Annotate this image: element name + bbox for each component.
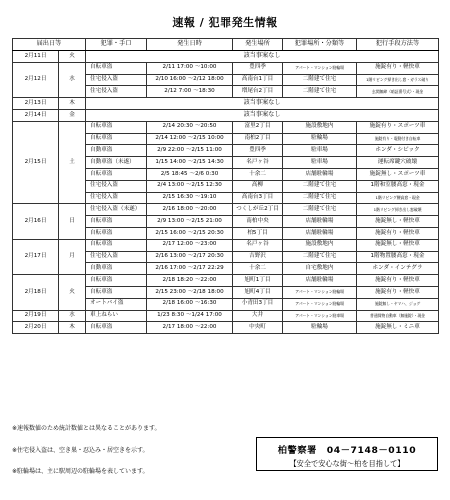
report-date: 2月18日 bbox=[13, 275, 59, 310]
crime-type: 自転車盗 bbox=[86, 275, 147, 287]
report-date: 2月11日 bbox=[13, 51, 59, 63]
occurrence-place: 高南台1丁目 bbox=[233, 74, 283, 86]
method-detail: 施錠無し・ミニ車 bbox=[357, 322, 439, 334]
method-detail: ホンダ・シビック bbox=[357, 145, 439, 157]
header-datetime: 発生日時 bbox=[147, 39, 233, 51]
occurrence-place: 高南台3丁目 bbox=[233, 192, 283, 204]
crime-type: 住宅侵入盗 bbox=[86, 192, 147, 204]
table-row bbox=[13, 121, 439, 133]
table-row bbox=[13, 322, 439, 334]
crime-type: 自転車盗 bbox=[86, 62, 147, 74]
occurrence-datetime: 2/16 17:00 ～2/17 22:29 bbox=[147, 263, 233, 275]
crime-table bbox=[12, 38, 439, 334]
crime-type: 住宅侵入盗 bbox=[86, 74, 147, 86]
crime-type: 自動車盗 bbox=[86, 263, 147, 275]
report-weekday: 水 bbox=[59, 310, 86, 322]
occurrence-place: 南柏2丁目 bbox=[233, 133, 283, 145]
occurrence-datetime: 2/10 16:00 ～2/12 18:00 bbox=[147, 74, 233, 86]
report-date: 2月12日 bbox=[13, 62, 59, 97]
report-weekday: 日 bbox=[59, 204, 86, 239]
location-category: 駐輪場 bbox=[283, 322, 357, 334]
no-incident-text: 該当事案なし bbox=[86, 51, 439, 63]
location-category: 施設敷地内 bbox=[283, 239, 357, 251]
location-category: アパート・マンション駐輪場 bbox=[283, 62, 357, 74]
report-date: 2月20日 bbox=[13, 322, 59, 334]
method-detail: 施錠有り・スポーツ車 bbox=[357, 121, 439, 133]
occurrence-datetime: 2/9 13:00 ～2/15 21:00 bbox=[147, 216, 233, 228]
method-detail: 施錠無し・スポーツ車 bbox=[357, 168, 439, 180]
location-category: 二階建て住宅 bbox=[283, 251, 357, 263]
crime-type: 自転車盗 bbox=[86, 322, 147, 334]
occurrence-datetime: 2/9 22:00 ～2/15 11:00 bbox=[147, 145, 233, 157]
method-detail: 1階物置腰高窓・現金 bbox=[357, 251, 439, 263]
location-category: 店舗駐輪場 bbox=[283, 168, 357, 180]
table-row bbox=[13, 98, 439, 110]
occurrence-place: 豊四季 bbox=[233, 145, 283, 157]
crime-type: 自転車盗 bbox=[86, 168, 147, 180]
report-date: 2月14日 bbox=[13, 109, 59, 121]
no-incident-text: 該当事案なし bbox=[86, 98, 439, 110]
report-weekday: 木 bbox=[59, 322, 86, 334]
occurrence-datetime: 2/15 16:00 ～2/15 20:30 bbox=[147, 227, 233, 239]
occurrence-place: つくしが丘2丁目 bbox=[233, 204, 283, 216]
occurrence-datetime: 2/18 18:20 ～22:00 bbox=[147, 275, 233, 287]
location-category: アパート・マンション駐車場 bbox=[283, 310, 357, 322]
police-slogan: 【安全で安心な街～柏を目指して】 bbox=[289, 459, 405, 468]
table-row bbox=[13, 109, 439, 121]
report-weekday: 土 bbox=[59, 121, 86, 204]
occurrence-datetime: 2/17 18:00 ～22:00 bbox=[147, 322, 233, 334]
crime-type: 自転車盗 bbox=[86, 286, 147, 298]
table-row bbox=[13, 310, 439, 322]
method-detail: 施錠有り・電動付き自転車 bbox=[357, 133, 439, 145]
method-detail: 玄関無締（暗証番号式）・現金 bbox=[357, 86, 439, 98]
occurrence-place: 柏5丁目 bbox=[233, 227, 283, 239]
occurrence-datetime: 2/15 16:30 ～19:10 bbox=[147, 192, 233, 204]
occurrence-place: 中央町 bbox=[233, 322, 283, 334]
location-category: 二階建て住宅 bbox=[283, 86, 357, 98]
report-date: 2月15日 bbox=[13, 121, 59, 204]
method-detail: 施錠有り・軽快車 bbox=[357, 62, 439, 74]
crime-type: 住宅侵入盗（未遂） bbox=[86, 204, 147, 216]
table-row bbox=[13, 204, 439, 216]
crime-type: 自転車盗 bbox=[86, 121, 147, 133]
location-category: 店舗駐輪場 bbox=[283, 216, 357, 228]
location-category: アパート・マンション駐輪場 bbox=[283, 298, 357, 310]
occurrence-place: 旭町4丁目 bbox=[233, 286, 283, 298]
location-category: 二階建て住宅 bbox=[283, 180, 357, 192]
occurrence-place: 高柳 bbox=[233, 180, 283, 192]
method-detail: 施錠無し・軽快車 bbox=[357, 216, 439, 228]
location-category: 二階建て住宅 bbox=[283, 192, 357, 204]
method-detail: 施錠有り・軽快車 bbox=[357, 286, 439, 298]
occurrence-datetime: 2/14 20:30 ～20:50 bbox=[147, 121, 233, 133]
occurrence-place: 吉野沢 bbox=[233, 251, 283, 263]
footnote: ※駐輪場は、主に駅周辺の駐輪場を表しています。 bbox=[12, 468, 149, 475]
occurrence-datetime: 2/4 13:00 ～2/15 12:30 bbox=[147, 180, 233, 192]
occurrence-place: 十余二 bbox=[233, 263, 283, 275]
location-category: 駐車場 bbox=[283, 145, 357, 157]
occurrence-datetime: 2/14 12:00 ～2/15 10:00 bbox=[147, 133, 233, 145]
occurrence-place: 名戸ヶ谷 bbox=[233, 239, 283, 251]
occurrence-place: 富里2丁目 bbox=[233, 121, 283, 133]
report-weekday: 金 bbox=[59, 109, 86, 121]
crime-type: 住宅侵入盗 bbox=[86, 251, 147, 263]
report-weekday: 水 bbox=[59, 62, 86, 97]
police-station-phone: 柏警察署 04－7148－0110 bbox=[277, 445, 417, 456]
method-detail: 1階リビング掃き出し窓破壊 bbox=[357, 204, 439, 216]
location-category: 二階建て住宅 bbox=[283, 74, 357, 86]
location-category: 自宅敷地内 bbox=[283, 263, 357, 275]
method-detail: ホンダ・インテグラ bbox=[357, 263, 439, 275]
occurrence-datetime: 2/5 18:45 ～2/6 0:30 bbox=[147, 168, 233, 180]
table-row bbox=[13, 62, 439, 74]
location-category: 店舗駐輪場 bbox=[283, 275, 357, 287]
method-detail: 施錠無し・軽快車 bbox=[357, 239, 439, 251]
header-place: 発生場所 bbox=[233, 39, 283, 51]
report-weekday: 火 bbox=[59, 275, 86, 310]
report-weekday: 火 bbox=[59, 51, 86, 63]
method-detail: 1階リビング掃き出し窓・ガラス破り bbox=[357, 74, 439, 86]
crime-type: 住宅侵入盗 bbox=[86, 180, 147, 192]
police-contact-box bbox=[256, 437, 438, 471]
occurrence-place: 南柏中央 bbox=[233, 216, 283, 228]
footnote: ※住宅侵入盗は、空き巣・忍込み・居空きを示す。 bbox=[12, 446, 149, 454]
crime-type: 自転車盗 bbox=[86, 227, 147, 239]
occurrence-place: 豊四季 bbox=[233, 62, 283, 74]
location-category: 二階建て住宅 bbox=[283, 204, 357, 216]
occurrence-datetime: 2/15 23:00 ～2/18 18:00 bbox=[147, 286, 233, 298]
occurrence-datetime: 2/11 17:00 ～10:00 bbox=[147, 62, 233, 74]
method-detail: 施錠無し・ヤマハ、ジョグ bbox=[357, 298, 439, 310]
method-detail: 施錠有り・軽快車 bbox=[357, 275, 439, 287]
occurrence-datetime: 2/18 16:00 ～16:30 bbox=[147, 298, 233, 310]
location-category: 駐車場 bbox=[283, 157, 357, 169]
report-date: 2月16日 bbox=[13, 204, 59, 239]
method-detail: 1階和室腰高窓・現金 bbox=[357, 180, 439, 192]
header-crime: 犯罪・手口 bbox=[86, 39, 147, 51]
occurrence-place: 旭町1丁目 bbox=[233, 275, 283, 287]
method-detail: 普通貨物自動車（無施錠）・現金 bbox=[357, 310, 439, 322]
footnotes bbox=[12, 426, 161, 491]
occurrence-datetime: 1/15 14:00 ～2/15 14:30 bbox=[147, 157, 233, 169]
crime-type: 自動車盗（未遂） bbox=[86, 157, 147, 169]
method-detail: 施錠有り・軽快車 bbox=[357, 227, 439, 239]
report-date: 2月17日 bbox=[13, 239, 59, 274]
occurrence-datetime: 1/23 8:30 ～1/24 17:00 bbox=[147, 310, 233, 322]
crime-type: 自動車盗 bbox=[86, 145, 147, 157]
crime-type: 車上ねらい bbox=[86, 310, 147, 322]
table-row bbox=[13, 239, 439, 251]
method-detail: 1階リビング腰高窓・現金 bbox=[357, 192, 439, 204]
occurrence-place: 大井 bbox=[233, 310, 283, 322]
table-row bbox=[13, 51, 439, 63]
table-header-row bbox=[13, 39, 439, 51]
report-date: 2月19日 bbox=[13, 310, 59, 322]
location-category: アパート・マンション駐輪場 bbox=[283, 286, 357, 298]
occurrence-datetime: 2/16 13:00 ～2/17 20:30 bbox=[147, 251, 233, 263]
crime-type: 住宅侵入盗 bbox=[86, 86, 147, 98]
crime-type: 自転車盗 bbox=[86, 133, 147, 145]
table-row bbox=[13, 275, 439, 287]
report-weekday: 月 bbox=[59, 239, 86, 274]
page-title: 速報 / 犯罪発生情報 bbox=[172, 16, 278, 29]
crime-type: オートバイ盗 bbox=[86, 298, 147, 310]
report-date: 2月13日 bbox=[13, 98, 59, 110]
crime-type: 自転車盗 bbox=[86, 216, 147, 228]
occurrence-datetime: 2/16 18:00 ～20:00 bbox=[147, 204, 233, 216]
occurrence-datetime: 2/17 12:00 ～23:00 bbox=[147, 239, 233, 251]
occurrence-datetime: 2/12 7:00 ～18:30 bbox=[147, 86, 233, 98]
location-category: 施設敷地内 bbox=[283, 121, 357, 133]
no-incident-text: 該当事案なし bbox=[86, 109, 439, 121]
occurrence-place: 十余二 bbox=[233, 168, 283, 180]
location-category: 駐輪場 bbox=[283, 133, 357, 145]
header-date: 届出日等 bbox=[13, 39, 86, 51]
occurrence-place: 増尾台2丁目 bbox=[233, 86, 283, 98]
report-weekday: 木 bbox=[59, 98, 86, 110]
header-method: 犯行手段方法等 bbox=[357, 39, 439, 51]
occurrence-place: 小青田3丁目 bbox=[233, 298, 283, 310]
crime-type: 自転車盗 bbox=[86, 239, 147, 251]
method-detail: 運転席鍵穴破壊 bbox=[357, 157, 439, 169]
location-category: 店舗駐輪場 bbox=[283, 227, 357, 239]
occurrence-place: 名戸ヶ谷 bbox=[233, 157, 283, 169]
footnote: ※速報数値のため統計数値とは異なることがあります。 bbox=[12, 425, 161, 432]
header-category: 犯罪場所・分類等 bbox=[283, 39, 357, 51]
